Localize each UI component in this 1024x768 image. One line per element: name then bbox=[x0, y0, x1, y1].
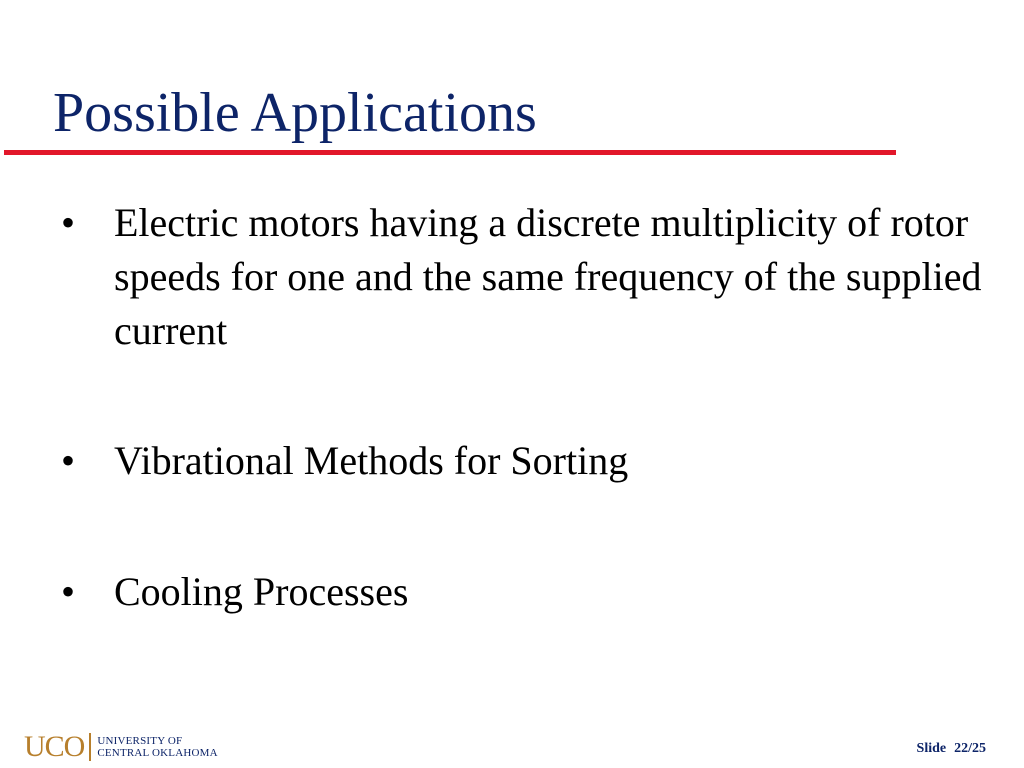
bullet-text: Electric motors having a discrete multiplicity of rotor speeds for one and the same frequency of the supplied current bbox=[114, 200, 982, 353]
bullet-icon: • bbox=[61, 569, 76, 614]
logo-name-line-1: UNIVERSITY OF bbox=[97, 735, 183, 747]
logo-divider bbox=[89, 733, 91, 761]
slide-number-value: 22/25 bbox=[954, 741, 986, 756]
title-underline bbox=[4, 150, 896, 155]
bullet-icon: • bbox=[61, 200, 76, 245]
uco-logo bbox=[24, 731, 218, 763]
bullet-text: Cooling Processes bbox=[114, 569, 409, 614]
bullet-icon: • bbox=[61, 438, 76, 483]
slide-number bbox=[917, 741, 986, 757]
slide-number-label: Slide bbox=[916, 741, 947, 756]
logo-mark: UCO bbox=[24, 730, 85, 763]
logo-name-line-2: CENTRAL OKLAHOMA bbox=[97, 747, 218, 759]
slide-title: Possible Applications bbox=[53, 82, 537, 144]
bullet-text: Vibrational Methods for Sorting bbox=[114, 438, 629, 483]
logo-university-name bbox=[97, 735, 217, 759]
